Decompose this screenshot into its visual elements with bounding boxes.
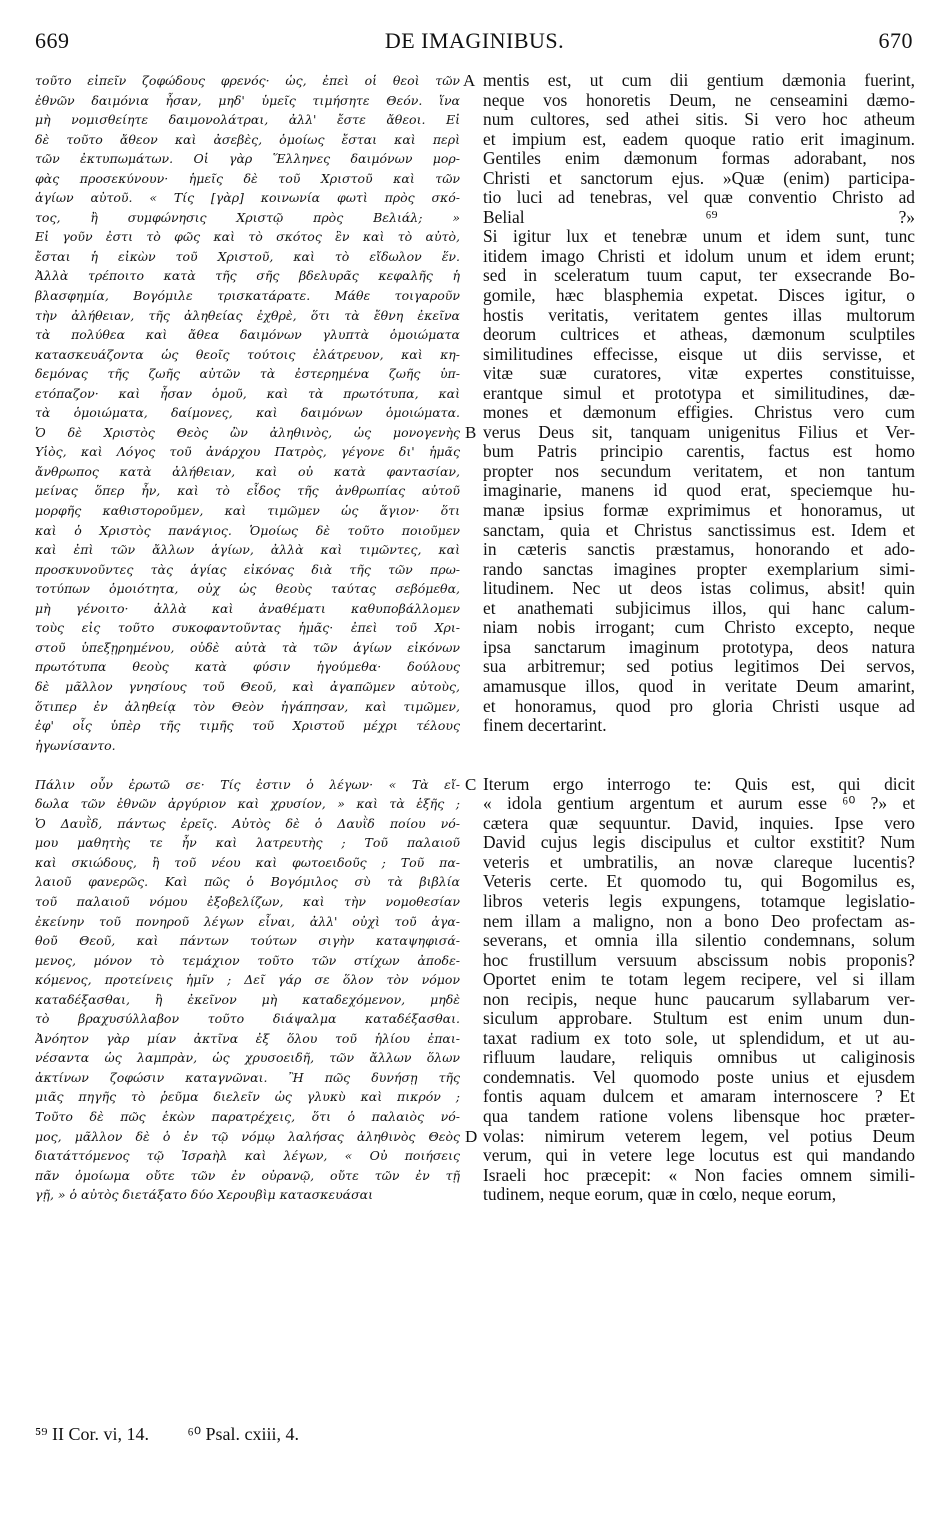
running-title: DE IMAGINIBUS. [384, 28, 565, 53]
margin-letter-d: D [465, 1127, 478, 1146]
margin-letter-b: B [465, 423, 477, 442]
latin-text-line: itidem imago Christi et idolum unum et idem erunt; [483, 246, 915, 266]
latin-text-line: neque vos honoretis Deum, ne censeamini dæmo- [483, 90, 915, 110]
greek-text-line: βλασφημία, Βογόμιλε τρισκατάρατε. Μάθε τοιγαροῦν [35, 288, 460, 304]
latin-text-line: litudinem. Nec ut deos istas colimus, absit! quin [483, 579, 915, 599]
latin-text-line: sed in sceleratum tuum caput, ter exsecrande Bo- [483, 266, 915, 286]
latin-text-line: libros veteris legis expungens, totamque legislatio- [483, 891, 915, 911]
latin-text-line: tio luci ad tenebras, vel quæ conventio Christo ad [483, 188, 915, 208]
latin-text-line: manæ ipsius formæ exprimimus et honoramus, ut [483, 501, 915, 521]
greek-text-line: μείνας ὅπερ ἦν, καὶ τὸ εἶδος τῆς ἀνθρωπίας αὐτοῦ [35, 483, 460, 499]
greek-text-line: πᾶν ὁμοίωμα οὔτε τῶν ἐν οὐρανῷ, οὔτε τῶν ἐν τῇ [35, 1167, 460, 1183]
latin-text-line: in cæteris sanctis præstamus, honorando et ado- [483, 540, 915, 560]
latin-text-line: taxat radium ex toto sole, ut splendidum, et ut au- [483, 1028, 915, 1048]
greek-text-line: ἐφ' οἷς ὑπὲρ τῆς τιμῆς τοῦ Χριστοῦ μέχρι τέλους [35, 718, 460, 734]
latin-text-line: num cultores, sed athei sitis. Si vero hoc atheum [483, 110, 915, 130]
latin-text-line: veteris et umbratilis, an novæ clareque lucentis? [483, 852, 915, 872]
right-page-number: 670 [878, 28, 913, 53]
footnote-59: ⁵⁹ II Cor. vi, 14. [35, 1424, 150, 1444]
greek-text-line: μενος, μόνον τὸ τεμάχιον τοῦτο τῶν στίχων ἀποδε- [35, 952, 460, 968]
greek-text-line: μιᾶς πηγῆς τὸ ῥεῦμα διελεῖν ὡς γλυκὺ καὶ πικρόν ; [35, 1089, 460, 1105]
greek-text-line: ὅτιπερ ἐν ἀληθείᾳ τὸν Θεὸν ἠγάπησαν, καὶ τιμῶμεν, [35, 698, 460, 714]
greek-text-line: πρωτότυπα θεοὺς κατὰ φύσιν ἡγούμεθα· δούλους [35, 659, 460, 675]
latin-text-line: rifluum laudare, reliquis omnibus ut caliginosis [483, 1048, 915, 1068]
greek-text-line: νέσαντα ὡς λαμπρὰν, ὡς χρυσοειδῆ, τῶν ἄλλων ὅλων [35, 1050, 460, 1066]
left-page-number: 669 [35, 28, 70, 53]
margin-letter-c: C [465, 775, 477, 794]
latin-text-line: tudinem, neque eorum, quæ in cœlo, neque eorum, [483, 1185, 837, 1205]
latin-text-line: cætera quæ sequuntur. David, inquies. Ipse vero [483, 813, 915, 833]
latin-text-line: deorum cultrices et atheas, dæmonum sculptiles [483, 325, 915, 345]
margin-letter-a: A [463, 71, 476, 90]
greek-text-line: δὲ μᾶλλον γνησίους τοῦ Θεοῦ, καὶ ἀγαπῶμεν αὐτοὺς, [35, 678, 460, 694]
latin-text-spacer [483, 755, 915, 775]
latin-text-line: sanctam, quia et Christus sanctissimus est. Idem et [483, 520, 915, 540]
footnotes [35, 1424, 333, 1445]
latin-text-line: ipsa sanctarum imaginum prototypa, deos natura [483, 637, 915, 657]
greek-text-line: λαιοῦ φανερῶς. Καὶ πῶς ὁ Βογόμιλος σὺ τὰ βιβλία [35, 874, 460, 890]
greek-text-line: μου μαθητὴς τε ἦν καὶ λατρευτὴς ; Τοῦ παλαιοῦ [35, 835, 460, 851]
latin-text-line: et anathemati subjicimus illos, qui hanc calum- [483, 598, 915, 618]
greek-text-line: τὸ βραχυσύλλαβον τοῦτο διάψαλμα καταδέξασθαι. [35, 1011, 460, 1027]
running-header [0, 28, 949, 58]
greek-text-line: δωλα τῶν ἐθνῶν ἀργύριον καὶ χρυσίον, » καὶ τὰ ἑξῆς ; [35, 796, 460, 812]
greek-text-line: τοὺς εἰς τοῦτο συκοφαντοῦντας ἡμᾶς· ἐπεὶ τοῦ Χρι- [35, 620, 460, 636]
latin-text-line: rando sanctas imagines propter exemplarium simi- [483, 559, 915, 579]
latin-text-line: condemnatis. Vel quomodo poste unius et ejusdem [483, 1067, 915, 1087]
latin-text-line: niam nobis irrogant; cum Christo excepto, neque [483, 618, 915, 638]
latin-text-line: amamusque illos, quod in veritate Deum amarint, [483, 676, 915, 696]
greek-text-line: κατασκευάζοντα ὡς θεοῖς τούτοις ἐλάτρευον, καὶ κη- [35, 346, 460, 362]
greek-text-line: ετόπαζον· καὶ ἦσαν ὁμοῦ, καὶ τὰ πρωτότυπα, καὶ [35, 385, 460, 401]
greek-text-line: τος, ἢ συμφώνησις Χριστῷ πρὸς Βελιάλ; » [35, 209, 460, 225]
greek-text-line: δὲ τοῦτο ἄθεον καὶ ἀσεβὲς, ὁμοίως ἔσται καὶ περὶ [35, 131, 460, 147]
latin-text-line: propter nos secundum veritatem, et non tantum [483, 461, 915, 481]
latin-text-line: hoc frustillum versuum abscissum nobis proponis? [483, 950, 915, 970]
latin-text-line: nem illam a maligno, non a bono Deo profectam as- [483, 911, 915, 931]
greek-text-line: ἠγωνίσαντο. [35, 737, 116, 753]
latin-text-line: Iterum ergo interrogo te: Quis est, qui dicit [483, 774, 915, 794]
greek-text-line: Ὁ δὲ Χριστὸς Θεὸς ὢν ἀληθινὸς, ὡς μονογενὴς [35, 424, 460, 440]
greek-text-line: μὴ νομισθείητε δαιμονολάτραι, ἀλλ' ἔστε ἄθεοι. Εἰ [35, 112, 460, 128]
latin-text-line: sua arbitremur; sed potius legitimos Dei servos, [483, 657, 915, 677]
latin-text-line: fontis aquam dulcem et amaram internoscere ? Et [483, 1087, 915, 1107]
latin-text-line: Veteris certe. Et quomodo tu, qui Bogomilus es, [483, 872, 915, 892]
latin-text-line: severans, et omnia illa silentio condemnans, solum [483, 931, 915, 951]
greek-text-line: ἄνθρωπος κατὰ ἀλήθειαν, καὶ οὐ κατὰ φαντασίαν, [35, 463, 460, 479]
greek-text-line: μὴ γένοιτο· ἀλλὰ καὶ ἀναθέματι καθυποβάλλομεν [35, 600, 460, 616]
greek-text-line: καὶ σκιώδους, ἢ τοῦ νέου καὶ φωτοειδοῦς ; Τοῦ πα- [35, 854, 460, 870]
greek-text-line: ἔσται ἡ εἰκὼν τοῦ Χριστοῦ, καὶ τὸ εἴδωλον ἕν. [35, 248, 460, 264]
latin-text-line: et impium est, eadem quoque ratio erit imaginum. [483, 129, 915, 149]
greek-text-line: γῇ, » ὁ αὐτὸς διετάξατο δύο Χερουβὶμ κατασκευάσαι [35, 1187, 373, 1203]
latin-text-spacer [483, 736, 915, 756]
greek-text-line: κόμενος, προτείνεις ἡμῖν ; Δεῖ γάρ σε ὅλον τὸν νόμον [35, 972, 460, 988]
greek-text-line: φὰς προσεκύνουν· ἡμεῖς δὲ τοῦ Χριστοῦ καὶ τῶν [35, 170, 460, 186]
greek-text-line: τὰ ὁμοιώματα, δαίμονες, καὶ δαιμόνων ὁμοιώματα. [35, 405, 460, 421]
greek-text-line: τοῦ παλαιοῦ νόμου ἐξοβελίζων, καὶ τὴν νομοθεσίαν [35, 893, 460, 909]
latin-text-line: similitudines effecisse, eisque ut diis servisse, et [483, 344, 915, 364]
latin-text-line: verum, qui in vetere lege locutus est qui mandando [483, 1146, 915, 1166]
footnote-60: ⁶⁰ Psal. cxiii, 4. [187, 1424, 300, 1444]
greek-text-line: ἁγίων αὐτοῦ. « Τίς [γὰρ] κοινωνία φωτὶ πρὸς σκό- [35, 190, 460, 206]
greek-text-line: ἀκτίνων ζοφώσιν καταγνῶναι. Ἢ πῶς δυνήσῃ τῆς [35, 1069, 460, 1085]
greek-text-line: διατάττόμενος τῷ Ἰσραὴλ καὶ λέγων, « Οὐ ποιήσεις [35, 1148, 460, 1164]
latin-text-line: Belial ⁶⁹ ?» [483, 207, 915, 227]
latin-text-line: Christi et sanctorum ejus. »Quæ (enim) participa- [483, 168, 915, 188]
greek-text-line: Ἀλλὰ τρέποιτο κατὰ τῆς σῆς βδελυρᾶς κεφαλῆς ἡ [35, 268, 460, 284]
greek-text-line: Πάλιν οὖν ἐρωτῶ σε· Τίς ἐστιν ὁ λέγων· « Τὰ εἴ- [35, 776, 460, 792]
latin-text-line: qua tandem ratione volens libensque hoc præter- [483, 1106, 915, 1126]
greek-text-line: δεμόνας τῆς ζωῆς αὐτῶν τὰ ἐστερημένα ζωῆς ὑπ- [35, 366, 460, 382]
latin-text-line: erantque simul et prototypa et similitudines, dæ- [483, 383, 915, 403]
greek-text-line: προσκυνοῦντες τὰς ἁγίας εἰκόνας διὰ τῆς τῶν πρω- [35, 561, 460, 577]
greek-text-line: ἐκείνην τοῦ πονηροῦ λέγων εἶναι, ἀλλ' οὐχὶ τοῦ ἀγα- [35, 913, 460, 929]
greek-text-line: Ὁ Δαυῒδ, πάντως ἐρεῖς. Αὐτὸς δὲ ὁ Δαυῒδ ποίου νό- [35, 815, 460, 831]
greek-text-line: Ἀνόητον γὰρ μίαν ἀκτῖνα ἐξ ὅλου τοῦ ἡλίου ἐπαι- [35, 1030, 460, 1046]
greek-text-line: ἐθνῶν δαιμόνια ἦσαν, μηδ' ὑμεῖς τιμήσητε Θεόν. ἵνα [35, 92, 460, 108]
latin-text-line: Gentiles enim dæmonum formas adorabant, nos [483, 149, 915, 169]
greek-text-line: τῶν ἐκτυπωμάτων. Οἱ γὰρ Ἕλληνες δαιμόνων μορ- [35, 151, 460, 167]
latin-text-line: David cujus legis discipulus et cultor exstitit? Num [483, 833, 915, 853]
latin-text-line: Si igitur lux et tenebræ unum et idem sunt, tunc [483, 227, 915, 247]
greek-text-line: Υἱὸς, καὶ Λόγος τοῦ ἀνάρχου Πατρὸς, γέγονε δι' ἡμᾶς [35, 444, 460, 460]
latin-text-line: siculum approbare. Stultum est enim unum dun- [483, 1009, 915, 1029]
latin-text-line: bum Patris principio carentis, factus est homo [483, 442, 915, 462]
greek-text-line: μος, μᾶλλον δὲ ὁ ἐν τῷ νόμῳ λαλήσας ἀληθινὸς Θεὸς [35, 1128, 460, 1144]
latin-text-line: gomile, hæc blasphemia expetat. Disces igitur, o [483, 286, 915, 306]
latin-text-line: imaginarie, manens id quod erat, speciemque hu- [483, 481, 915, 501]
greek-column [35, 71, 460, 1205]
greek-text-line: καὶ ὁ Χριστὸς πανάγιος. Ὁμοίως δὲ τοῦτο ποιοῦμεν [35, 522, 460, 538]
latin-text-line: Oportet enim te totam legem recipere, vel si illam [483, 970, 915, 990]
latin-text-line: « idola gentium argentum et aurum esse ⁶⁰ ?» et [483, 794, 915, 814]
latin-text-line: Israeli hoc præcepit: « Non facies omnem simili- [483, 1165, 915, 1185]
greek-text-line: Εἰ γοῦν ἐστι τὸ φῶς καὶ τὸ σκότος ἓν καὶ τὸ αὐτὸ, [35, 229, 460, 245]
greek-text-line: μορφῆς καθιστοροῦμεν, καὶ τιμῶμεν ὡς ἅγιον· ὅτι [35, 503, 460, 519]
latin-text-line: non recipis, neque hunc paucarum syllabarum ver- [483, 989, 915, 1009]
latin-text-line: volas: nimirum veterem legem, vel potius Deum [483, 1126, 915, 1146]
greek-text-line: τοτύπων ὁμοιότητα, οὐχ ὡς θεοὺς ταύτας σεβόμεθα, [35, 581, 460, 597]
latin-text-line: mones et dæmonum effigies. Christus vero cum [483, 403, 915, 423]
greek-text-spacer [35, 755, 460, 775]
greek-text-line: τοῦτο εἰπεῖν ζοφώδους φρενός· ὡς, ἐπεὶ οἱ θεοὶ τῶν [35, 73, 460, 88]
greek-text-line: τὴν ἀλήθειαν, τῆς ἀληθείας ἐχθρὲ, ὅτι τὰ ἔθνη ἐκεῖνα [35, 307, 460, 323]
latin-text-line: hostis veritatis, veritatem gentes illas multorum [483, 305, 915, 325]
greek-text-line: τὰ πολύθεα καὶ ἄθεα δαιμόνων γλυπτὰ ὁμοιώματα [35, 327, 460, 343]
latin-text-line: vitæ suæ curatores, vitæ expertes constituisse, [483, 364, 915, 384]
latin-column [483, 71, 915, 1205]
latin-text-line: mentis est, ut cum dii gentium dæmonia fuerint, [483, 71, 915, 90]
greek-text-line: Τοῦτο δὲ πῶς ἑκὼν παρατρέχεις, ὅτι ὁ παλαιὸς νό- [35, 1108, 460, 1124]
latin-text-line: finem decertarint. [483, 716, 607, 736]
greek-text-line: καὶ ἐπὶ τῶν ἄλλων ἁγίων, ἀλλὰ καὶ τιμῶντες, καὶ [35, 542, 460, 558]
greek-text-line: στοῦ ὑπεξῃρημένου, οὐδὲ αὐτὰ τὰ τῶν ἁγίων εἰκόνων [35, 639, 460, 655]
latin-text-line: et honoramus, quod pro gloria Christi usque ad [483, 696, 915, 716]
greek-text-line: καταδέξασθαι, ἢ ἐκεῖνον μὴ καταδεχόμενον, μηδὲ [35, 991, 460, 1007]
greek-text-line: θοῦ Θεοῦ, καὶ πάντων τούτων σιγὴν καταψηφισά- [35, 933, 460, 949]
latin-text-line: verus Deus sit, tanquam unigenitus Filius et Ver- [483, 422, 915, 442]
